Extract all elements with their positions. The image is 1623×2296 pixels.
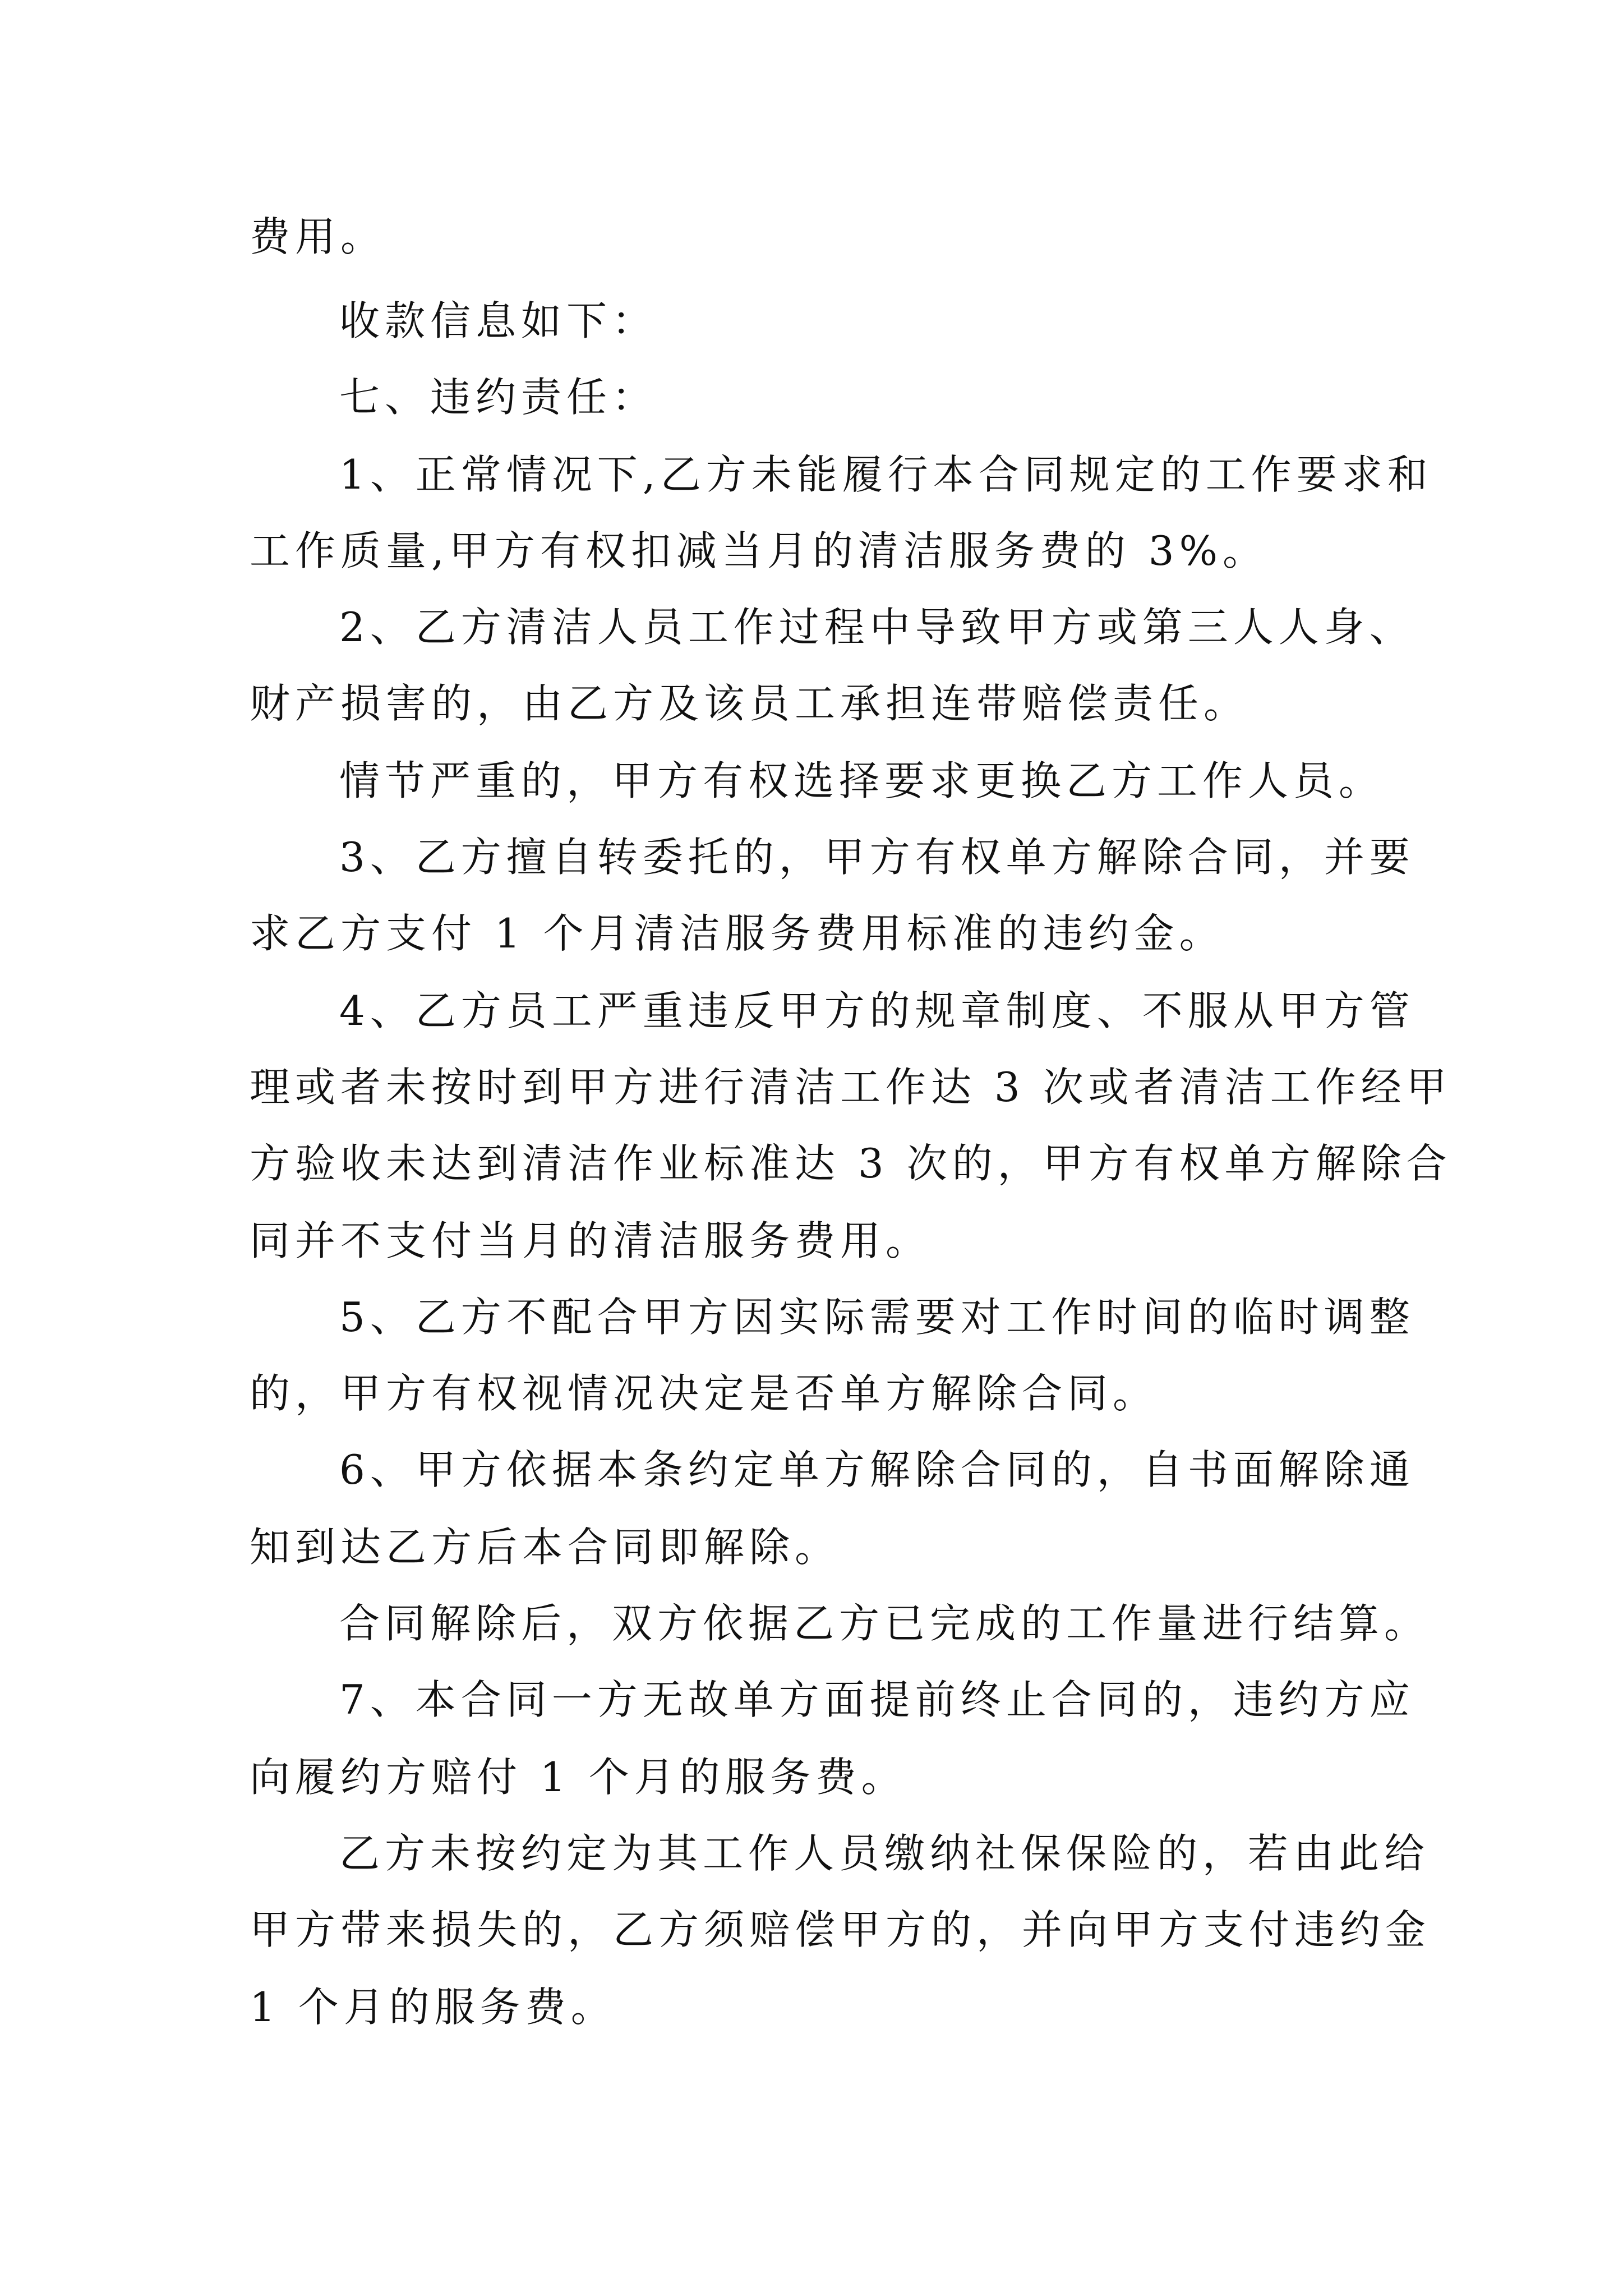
text-line-14: 同并不支付当月的清洁服务费用。 — [250, 1217, 932, 1264]
text-line-9: 3、乙方擅自转委托的，甲方有权单方解除合同，并要 — [339, 834, 1415, 881]
text-line-10: 求乙方支付 1 个月清洁服务费用标准的违约金。 — [250, 910, 1225, 957]
text-line-11: 4、乙方员工严重违反甲方的规章制度、不服从甲方管 — [339, 987, 1415, 1034]
text-line-20: 7、本合同一方无故单方面提前终止合同的，违约方应 — [339, 1676, 1415, 1723]
text-line-3: 七、违约责任： — [339, 374, 658, 421]
text-line-8: 情节严重的，甲方有权选择要求更换乙方工作人员。 — [339, 757, 1385, 804]
text-line-18: 知到达乙方后本合同即解除。 — [250, 1524, 841, 1571]
text-line-19: 合同解除后，双方依据乙方已完成的工作量进行结算。 — [339, 1600, 1430, 1647]
text-line-12: 理或者未按时到甲方进行清洁工作达 3 次或者清洁工作经甲 — [250, 1064, 1452, 1111]
text-line-23: 甲方带来损失的，乙方须赔偿甲方的，并向甲方支付违约金 — [250, 1906, 1431, 1953]
text-line-15: 5、乙方不配合甲方因实际需要对工作时间的临时调整 — [339, 1294, 1415, 1341]
text-line-17: 6、甲方依据本条约定单方解除合同的，自书面解除通 — [339, 1446, 1415, 1493]
text-line-5: 工作质量,甲方有权扣减当月的清洁服务费的 3%。 — [250, 527, 1268, 574]
text-line-2: 收款信息如下： — [339, 297, 658, 344]
text-line-13: 方验收未达到清洁作业标准达 3 次的，甲方有权单方解除合 — [250, 1140, 1452, 1187]
text-line-22: 乙方未按约定为其工作人员缴纳社保保险的，若由此给 — [339, 1830, 1430, 1877]
text-line-16: 的，甲方有权视情况决定是否单方解除合同。 — [250, 1370, 1159, 1417]
text-line-7: 财产损害的，由乙方及该员工承担连带赔偿责任。 — [250, 680, 1249, 727]
text-line-6: 2、乙方清洁人员工作过程中导致甲方或第三人人身、 — [339, 604, 1415, 651]
text-line-21: 向履约方赔付 1 个月的服务费。 — [250, 1754, 907, 1801]
text-line-24: 1 个月的服务费。 — [250, 1984, 616, 2031]
text-line-1: 费用。 — [250, 213, 386, 260]
text-line-4: 1、正常情况下,乙方未能履行本合同规定的工作要求和 — [339, 451, 1433, 498]
